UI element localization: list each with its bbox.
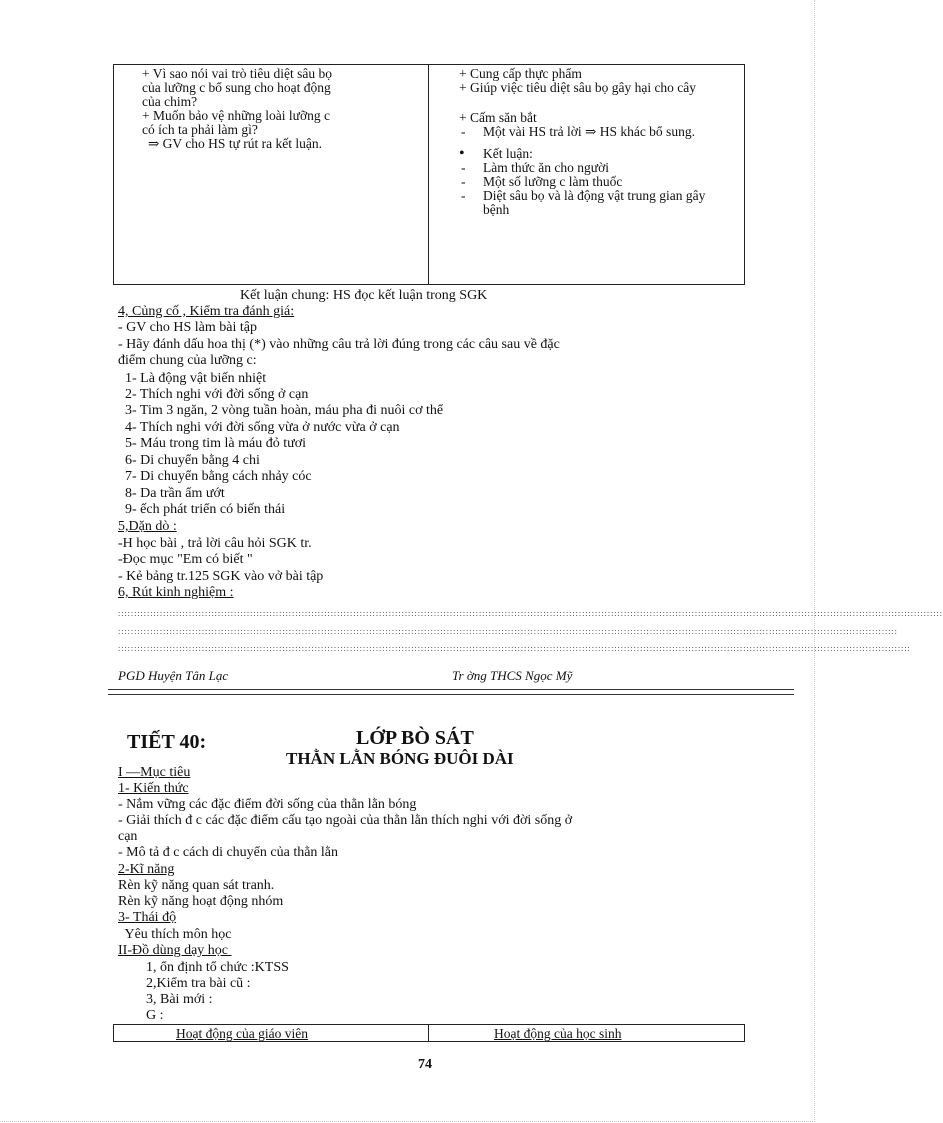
question-line: của lưỡng c bổ sung cho hoạt động	[142, 80, 331, 95]
step-line: G :	[146, 1008, 164, 1023]
answer-line: + Cung cấp thực phẩm	[459, 66, 582, 81]
quiz-item: 2- Thích nghi với đời sống ở cạn	[125, 387, 309, 402]
lesson-title: LỚP BÒ SÁT	[356, 727, 474, 749]
student-activity-cell	[459, 67, 739, 217]
quiz-item: 9- ếch phát triển có biến thái	[125, 502, 286, 517]
answer-line: + Cấm săn bắt	[459, 110, 537, 125]
activity-table-top	[113, 64, 745, 285]
attitude-line: Yêu thích môn học	[118, 927, 232, 942]
answer-line: + Giúp việc tiêu diệt sâu bọ gây hại cho cây	[459, 80, 697, 95]
part1-sub-attitude: 3- Thái độ	[118, 910, 177, 925]
lesson-number: TIẾT 40:	[127, 731, 207, 753]
section4-line: - GV cho HS làm bài tập	[118, 320, 257, 335]
part1-sub-knowledge: 1- Kiến thức	[118, 781, 189, 796]
question-line: + Muốn bảo vệ những loài lưỡng c	[142, 108, 330, 123]
quiz-item: 6- Di chuyển bằng 4 chi	[125, 453, 260, 468]
dotted-line: ::::::::::::::::::::::::::::::::::::::::::::::::::::::::::::::::::::::::::::::::::::::::::::::::::::::::::::::::::::::::::::::::::::::::::::::::::::::::::::::::::::::::::::::::::::::::::::::::::::::::::::::::::::::::::::::::::::::::::::::::::::::	[118, 644, 911, 653]
answer-dash: - Diệt sâu bọ và là động vật trung gian gây bệnh	[459, 189, 733, 217]
answer-dash: - Làm thức ăn cho người	[459, 161, 739, 175]
quiz-item: 7- Di chuyển bằng cách nhảy cóc	[125, 469, 312, 484]
conclusion-bullet: • Kết luận:	[459, 147, 739, 161]
general-conclusion: Kết luận chung: HS đọc kết luận trong SGK	[240, 288, 488, 303]
homework-line: -Đọc mục "Em có biết "	[118, 552, 253, 567]
footer-left: PGD Huyện Tân Lạc	[118, 668, 229, 683]
step-line: 1, ổn định tổ chức :KTSS	[146, 960, 289, 975]
question-line: của chim?	[142, 94, 198, 109]
dotted-line: ::::::::::::::::::::::::::::::::::::::::::::::::::::::::::::::::::::::::::::::::::::::::::::::::::::::::::::::::::::::::::::::::::::::::::::::::::::::::::::::::::::::::::::::::::::::::::::::::::::::::::::::::::::::::::::::::::::::::::::::::::	[118, 627, 898, 636]
section4-line: - Hãy đánh dấu hoa thị (*) vào những câu trả lời đúng trong các câu sau về đặc	[118, 337, 560, 352]
teacher-activity-cell	[142, 67, 422, 151]
part1-title: I —Mục tiêu	[118, 765, 191, 780]
answer-dash: - Một số lưỡng c làm thuốc	[459, 175, 739, 189]
part2-title: II-Đồ dùng dạy học	[118, 943, 232, 958]
objective-line: - Mô tả đ c cách di chuyển của thằn lằn	[118, 845, 339, 860]
dotted-line: ::::::::::::::::::::::::::::::::::::::::::::::::::::::::::::::::::::::::::::::::::::::::::::::::::::::::::::::::::::::::::::::::::::::::::::::::::::::::::::::::::::::::::::::::::::::::::::::::::::::::::::::::::::::::::::::::::::::::::::::::::::::::::::::::	[118, 609, 943, 618]
page-divider	[108, 689, 794, 690]
section6-title: 6, Rút kinh nghiệm :	[118, 585, 234, 600]
skill-line: Rèn kỹ năng hoạt động nhóm	[118, 894, 284, 909]
section5-title: 5,Dặn dò :	[118, 519, 177, 534]
question-line: có ích ta phải làm gì?	[142, 122, 258, 137]
conclusion-line: ⇒ GV cho HS tự rút ra kết luận.	[148, 136, 322, 151]
table-divider	[428, 1025, 429, 1041]
table-divider	[428, 65, 429, 284]
step-line: 2,Kiểm tra bài cũ :	[146, 976, 251, 991]
lesson-subtitle: THẰN LẰN BÓNG ĐUÔI DÀI	[286, 749, 514, 768]
quiz-item: 5- Máu trong tim là máu đỏ tươi	[125, 436, 307, 451]
part1-sub-skills: 2-Kĩ năng	[118, 862, 175, 877]
page-number: 74	[418, 1057, 432, 1072]
page-divider	[108, 694, 794, 695]
student-header: Hoạt động của học sinh	[494, 1026, 622, 1041]
quiz-item: 1- Là động vật biến nhiệt	[125, 371, 267, 386]
section4-title: 4, Củng cố , Kiểm tra đánh giá:	[118, 304, 295, 319]
teacher-header: Hoạt động của giáo viên	[176, 1026, 308, 1041]
step-line: 3, Bài mới :	[146, 992, 213, 1007]
skill-line: Rèn kỹ năng quan sát tranh.	[118, 878, 275, 893]
quiz-item: 8- Da trần ẩm ướt	[125, 486, 225, 501]
answer-dash: - Một vài HS trả lời ⇒ HS khác bổ sung.	[459, 125, 733, 139]
objective-line: cạn	[118, 829, 138, 844]
activity-table-bottom	[113, 1024, 745, 1042]
footer-right: Tr ờng THCS Ngọc Mỹ	[452, 668, 573, 683]
homework-line: -H học bài , trả lời câu hỏi SGK tr.	[118, 536, 312, 551]
quiz-item: 3- Tim 3 ngăn, 2 vòng tuần hoàn, máu pha đi nuôi cơ thể	[125, 403, 444, 418]
homework-line: - Kẻ bảng tr.125 SGK vào vở bài tập	[118, 569, 324, 584]
question-line: + Vì sao nói vai trò tiêu diệt sâu bọ	[142, 66, 332, 81]
objective-line: - Nắm vững các đặc điểm đời sống của thằn lằn bóng	[118, 797, 417, 812]
quiz-item: 4- Thích nghi với đời sống vừa ở nước vừa ở cạn	[125, 420, 400, 435]
section4-line: điểm chung của lưỡng c:	[118, 353, 257, 368]
objective-line: - Giải thích đ c các đặc điểm cấu tạo ngoài của thằn lằn thích nghi với đời sống ở	[118, 813, 573, 828]
